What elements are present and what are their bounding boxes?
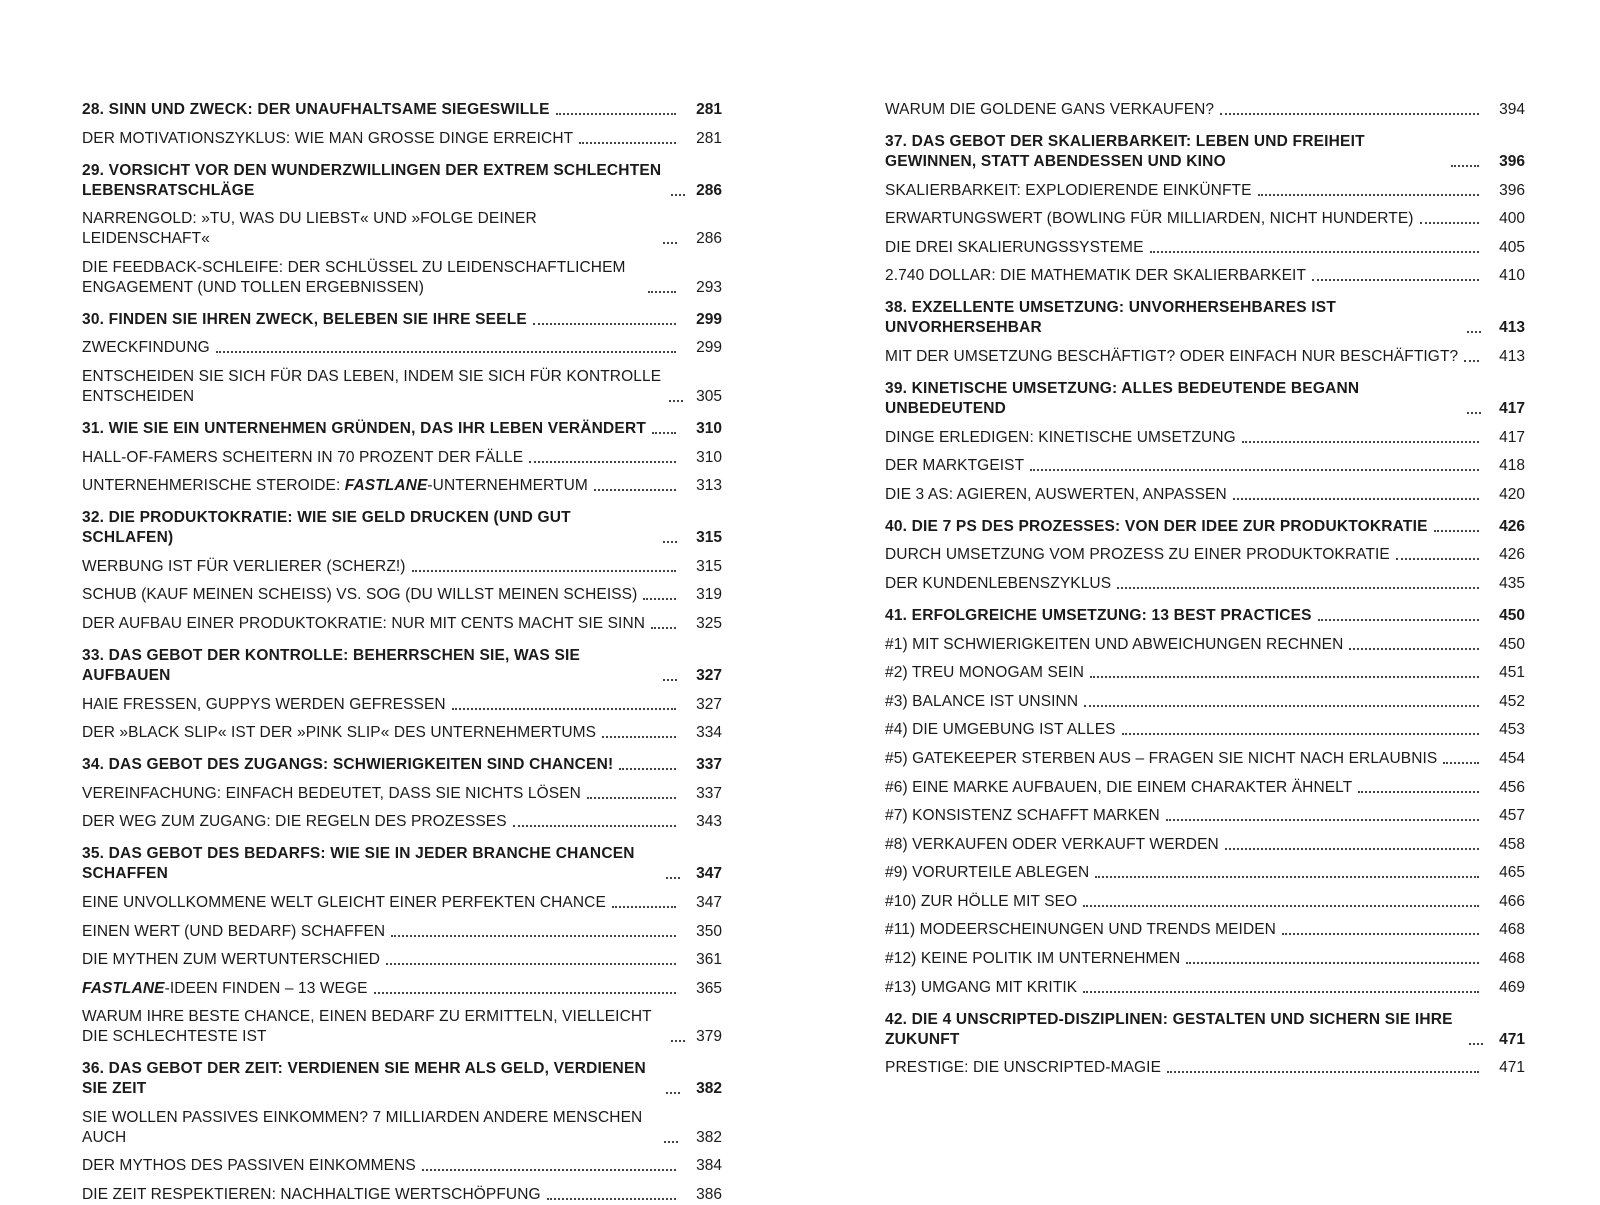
toc-section-entry bbox=[82, 448, 722, 468]
toc-chapter-entry bbox=[82, 646, 722, 686]
dot-leader bbox=[216, 351, 676, 353]
dot-leader bbox=[1186, 962, 1479, 964]
toc-entry-title: 42. DIE 4 UNSCRIPTED-DISZIPLINEN: GESTALTEN UND SICHERN SIE IHRE ZUKUNFT bbox=[885, 1010, 1453, 1048]
toc-page-number: 299 bbox=[696, 310, 722, 328]
toc-entry-title: 28. SINN UND ZWECK: DER UNAUFHALTSAME SIEGESWILLE bbox=[82, 101, 550, 118]
toc-page-number: 334 bbox=[696, 724, 722, 742]
toc-entry-title: 33. DAS GEBOT DER KONTROLLE: BEHERRSCHEN SIE, WAS SIE AUFBAUEN bbox=[82, 646, 581, 684]
toc-page-number: 325 bbox=[696, 614, 722, 632]
dot-leader bbox=[556, 113, 676, 115]
toc-page-number: 450 bbox=[1499, 635, 1525, 653]
dot-leader bbox=[1084, 705, 1479, 707]
toc-page-number: 310 bbox=[696, 448, 722, 466]
toc-page-number: 417 bbox=[1499, 428, 1525, 446]
toc-section-entry bbox=[82, 950, 722, 970]
toc-list-left bbox=[82, 0, 722, 1205]
toc-section-entry bbox=[82, 209, 722, 249]
toc-entry-title: DER MARKTGEIST bbox=[885, 457, 1025, 475]
toc-section-entry bbox=[82, 979, 722, 999]
toc-entry-title: DIE DREI SKALIERUNGSSYSTEME bbox=[885, 238, 1144, 256]
toc-section-entry bbox=[885, 778, 1525, 798]
dot-leader bbox=[1318, 619, 1479, 621]
toc-entry-title-suffix: -UNTERNEHMERTUM bbox=[427, 477, 588, 495]
toc-chapter-entry bbox=[82, 419, 722, 439]
toc-entry-title: EINE UNVOLLKOMMENE WELT GLEICHT EINER PERFEKTEN CHANCE bbox=[82, 893, 606, 911]
toc-section-entry bbox=[885, 238, 1525, 258]
dot-leader bbox=[671, 194, 685, 196]
toc-page-number: 396 bbox=[1499, 181, 1525, 199]
dot-leader bbox=[1030, 469, 1479, 471]
toc-entry-title-prefix: UNTERNEHMERISCHE STEROIDE: bbox=[82, 477, 345, 495]
toc-entry-title: DER AUFBAU EINER PRODUKTOKRATIE: NUR MIT CENTS MACHT SIE SINN bbox=[82, 614, 646, 632]
toc-chapter-entry bbox=[82, 100, 722, 120]
toc-page-number: 315 bbox=[696, 529, 722, 547]
toc-page-number: 454 bbox=[1499, 749, 1525, 767]
toc-section-entry bbox=[82, 258, 722, 298]
toc-section-entry bbox=[82, 1108, 722, 1148]
toc-entry-title: #10) ZUR HÖLLE MIT SEO bbox=[885, 892, 1078, 910]
dot-leader bbox=[547, 1198, 676, 1200]
right-page bbox=[885, 0, 1525, 1078]
toc-section-entry bbox=[885, 835, 1525, 855]
toc-section-entry bbox=[82, 614, 722, 634]
toc-page-number: 418 bbox=[1499, 457, 1525, 475]
toc-entry-title: EINEN WERT (UND BEDARF) SCHAFFEN bbox=[82, 922, 386, 940]
toc-entry-title: 36. DAS GEBOT DER ZEIT: VERDIENEN SIE MEHR ALS GELD, VERDIENEN SIE ZEIT bbox=[82, 1060, 646, 1098]
dot-leader bbox=[1122, 733, 1479, 735]
toc-entry-title: DER MYTHOS DES PASSIVEN EINKOMMENS bbox=[82, 1157, 416, 1175]
dot-leader bbox=[663, 541, 677, 543]
toc-section-entry bbox=[82, 557, 722, 577]
toc-entry-title: SKALIERBARKEIT: EXPLODIERENDE EINKÜNFTE bbox=[885, 181, 1252, 199]
toc-entry-title: #4) DIE UMGEBUNG IST ALLES bbox=[885, 721, 1116, 739]
toc-chapter-entry bbox=[82, 1059, 722, 1099]
toc-section-entry bbox=[885, 692, 1525, 712]
toc-page-number: 468 bbox=[1499, 921, 1525, 939]
toc-entry-title: #13) UMGANG MIT KRITIK bbox=[885, 978, 1078, 996]
toc-page-number: 394 bbox=[1499, 101, 1525, 118]
dot-leader bbox=[671, 1040, 685, 1042]
toc-entry-title: DIE 3 AS: AGIEREN, AUSWERTEN, ANPASSEN bbox=[885, 485, 1227, 503]
toc-entry-title: 31. WIE SIE EIN UNTERNEHMEN GRÜNDEN, DAS IHR LEBEN VERÄNDERT bbox=[82, 419, 647, 437]
toc-page-number: 469 bbox=[1499, 978, 1525, 996]
toc-entry-title: NARRENGOLD: »TU, WAS DU LIEBST« UND »FOLGE DEINER LEIDENSCHAFT« bbox=[82, 210, 537, 248]
toc-page-number: 347 bbox=[696, 865, 722, 883]
toc-entry-title: 37. DAS GEBOT DER SKALIERBARKEIT: LEBEN UND FREIHEIT GEWINNEN, STATT ABENDESSEN UND KINO bbox=[885, 133, 1365, 170]
toc-page-number: 313 bbox=[696, 477, 722, 495]
toc-section-entry bbox=[82, 893, 722, 913]
dot-leader bbox=[612, 906, 676, 908]
toc-section-entry bbox=[885, 806, 1525, 826]
toc-entry-title: WERBUNG IST FÜR VERLIERER (SCHERZ!) bbox=[82, 557, 406, 575]
toc-page-number: 458 bbox=[1499, 835, 1525, 853]
dot-leader bbox=[1167, 1071, 1479, 1073]
toc-entry-title: #9) VORURTEILE ABLEGEN bbox=[885, 864, 1090, 882]
toc-page-number: 361 bbox=[696, 951, 722, 969]
toc-section-entry bbox=[885, 428, 1525, 448]
toc-page-number: 453 bbox=[1499, 721, 1525, 739]
dot-leader bbox=[1467, 412, 1481, 414]
dot-leader bbox=[619, 768, 676, 770]
toc-entry-title: #11) MODEERSCHEINUNGEN UND TRENDS MEIDEN bbox=[885, 921, 1276, 939]
toc-page-number: 400 bbox=[1499, 210, 1525, 228]
toc-page-number: 450 bbox=[1499, 606, 1525, 624]
toc-section-entry bbox=[885, 635, 1525, 655]
toc-entry-title: DIE MYTHEN ZUM WERTUNTERSCHIED bbox=[82, 951, 381, 969]
toc-entry-title: 32. DIE PRODUKTOKRATIE: WIE SIE GELD DRUCKEN (UND GUT SCHLAFEN) bbox=[82, 509, 571, 547]
toc-entry-title: MIT DER UMSETZUNG BESCHÄFTIGT? ODER EINFACH NUR BESCHÄFTIGT? bbox=[885, 347, 1459, 365]
toc-page-number: 347 bbox=[696, 893, 722, 911]
toc-section-entry bbox=[82, 585, 722, 605]
dot-leader bbox=[1220, 113, 1479, 115]
toc-page-number: 451 bbox=[1499, 664, 1525, 682]
toc-page-number: 293 bbox=[696, 278, 722, 296]
dot-leader bbox=[652, 432, 676, 434]
toc-section-entry bbox=[885, 863, 1525, 883]
toc-entry-title: 40. DIE 7 PS DES PROZESSES: VON DER IDEE ZUR PRODUKTOKRATIE bbox=[885, 517, 1428, 535]
toc-entry-title: #3) BALANCE IST UNSINN bbox=[885, 692, 1079, 710]
toc-entry-title: SCHUB (KAUF MEINEN SCHEISS) VS. SOG (DU WILLST MEINEN SCHEISS) bbox=[82, 586, 638, 604]
toc-page-number: 420 bbox=[1499, 485, 1525, 503]
toc-entry-title: VEREINFACHUNG: EINFACH BEDEUTET, DASS SIE NICHTS LÖSEN bbox=[82, 784, 581, 802]
toc-chapter-entry bbox=[82, 755, 722, 775]
toc-chapter-entry bbox=[82, 161, 722, 201]
dot-leader bbox=[386, 963, 676, 965]
toc-page-number: 379 bbox=[696, 1028, 722, 1046]
toc-entry-title-emphasis: FASTLANE bbox=[344, 477, 428, 495]
left-page bbox=[82, 0, 722, 1205]
dot-leader bbox=[602, 736, 676, 738]
toc-entry-title: SIE WOLLEN PASSIVES EINKOMMEN? 7 MILLIARDEN ANDERE MENSCHEN AUCH bbox=[82, 1108, 643, 1146]
toc-chapter-entry bbox=[82, 844, 722, 884]
toc-section-entry bbox=[885, 181, 1525, 201]
dot-leader bbox=[1434, 530, 1479, 532]
toc-section-entry bbox=[82, 784, 722, 804]
dot-leader bbox=[1095, 876, 1479, 878]
toc-entry-title-emphasis: FASTLANE bbox=[82, 979, 165, 997]
toc-page-number: 382 bbox=[696, 1080, 722, 1098]
dot-leader bbox=[422, 1169, 676, 1171]
toc-entry-title: DER WEG ZUM ZUGANG: DIE REGELN DES PROZESSES bbox=[82, 813, 507, 831]
toc-page-number: 281 bbox=[696, 101, 722, 118]
dot-leader bbox=[1312, 279, 1479, 281]
toc-entry-title: ENTSCHEIDEN SIE SICH FÜR DAS LEBEN, INDEM SIE SICH FÜR KONTROLLE ENTSCHEIDEN bbox=[82, 367, 662, 405]
toc-entry-title: #1) MIT SCHWIERIGKEITEN UND ABWEICHUNGEN RECHNEN bbox=[885, 635, 1344, 653]
toc-page-number: 365 bbox=[696, 979, 722, 997]
toc-page-number: 457 bbox=[1499, 807, 1525, 825]
dot-leader bbox=[664, 1141, 678, 1143]
toc-page-number: 410 bbox=[1499, 267, 1525, 285]
toc-entry-title: DURCH UMSETZUNG VOM PROZESS ZU EINER PRODUKTOKRATIE bbox=[885, 546, 1390, 564]
toc-page-number: 426 bbox=[1499, 517, 1525, 535]
toc-entry-title: #2) TREU MONOGAM SEIN bbox=[885, 664, 1085, 682]
dot-leader bbox=[391, 935, 676, 937]
toc-page-number: 465 bbox=[1499, 864, 1525, 882]
toc-chapter-entry bbox=[885, 132, 1525, 172]
toc-section-entry bbox=[885, 663, 1525, 683]
toc-section-entry bbox=[885, 545, 1525, 565]
toc-section-entry bbox=[885, 347, 1525, 367]
dot-leader bbox=[1242, 441, 1479, 443]
toc-chapter-entry bbox=[885, 1010, 1525, 1050]
toc-section-entry bbox=[885, 892, 1525, 912]
toc-page-number: 426 bbox=[1499, 546, 1525, 564]
toc-page-number: 327 bbox=[696, 666, 722, 684]
toc-page-number: 350 bbox=[696, 922, 722, 940]
toc-entry-title: PRESTIGE: DIE UNSCRIPTED-MAGIE bbox=[885, 1059, 1162, 1077]
toc-entry-title: HALL-OF-FAMERS SCHEITERN IN 70 PROZENT DER FÄLLE bbox=[82, 448, 524, 466]
toc-entry-title: DINGE ERLEDIGEN: KINETISCHE UMSETZUNG bbox=[885, 428, 1236, 446]
toc-section-entry bbox=[885, 209, 1525, 229]
toc-page-number: 468 bbox=[1499, 950, 1525, 968]
dot-leader bbox=[643, 598, 676, 600]
toc-section-entry bbox=[885, 720, 1525, 740]
toc-entry-title: ZWECKFINDUNG bbox=[82, 339, 210, 357]
toc-entry-title: 30. FINDEN SIE IHREN ZWECK, BELEBEN SIE IHRE SEELE bbox=[82, 310, 527, 328]
dot-leader bbox=[1166, 819, 1479, 821]
toc-section-entry bbox=[885, 749, 1525, 769]
toc-chapter-entry bbox=[885, 517, 1525, 537]
toc-entry-title: 29. VORSICHT VOR DEN WUNDERZWILLINGEN DER EXTREM SCHLECHTEN LEBENSRATSCHLÄGE bbox=[82, 161, 662, 199]
dot-leader bbox=[663, 679, 677, 681]
toc-page-number: 405 bbox=[1499, 238, 1525, 256]
dot-leader bbox=[374, 992, 676, 994]
toc-entry-title: 35. DAS GEBOT DES BEDARFS: WIE SIE IN JEDER BRANCHE CHANCEN SCHAFFEN bbox=[82, 845, 635, 883]
dot-leader bbox=[1233, 498, 1479, 500]
toc-section-entry bbox=[82, 367, 722, 407]
toc-section-entry bbox=[885, 978, 1525, 998]
dot-leader bbox=[651, 627, 676, 629]
toc-page-number: 299 bbox=[696, 339, 722, 357]
toc-page-number: 384 bbox=[696, 1157, 722, 1175]
dot-leader bbox=[1464, 360, 1479, 362]
dot-leader bbox=[1396, 558, 1479, 560]
toc-entry-title: WARUM DIE GOLDENE GANS VERKAUFEN? bbox=[885, 101, 1215, 118]
toc-page-number: 396 bbox=[1499, 153, 1525, 170]
toc-page-number: 413 bbox=[1499, 319, 1525, 337]
toc-entry-title: DIE ZEIT RESPEKTIEREN: NACHHALTIGE WERTSCHÖPFUNG bbox=[82, 1186, 541, 1204]
dot-leader bbox=[452, 708, 676, 710]
toc-page-number: 466 bbox=[1499, 892, 1525, 910]
toc-section-entry bbox=[82, 922, 722, 942]
toc-page-number: 413 bbox=[1499, 347, 1525, 365]
toc-page-number: 281 bbox=[696, 129, 722, 147]
dot-leader bbox=[1349, 648, 1479, 650]
dot-leader bbox=[648, 291, 676, 293]
dot-leader bbox=[587, 797, 676, 799]
toc-page-number: 386 bbox=[696, 1186, 722, 1204]
toc-section-entry bbox=[82, 723, 722, 743]
toc-list-right bbox=[885, 0, 1525, 1078]
toc-entry-title bbox=[82, 979, 368, 999]
toc-section-entry bbox=[885, 574, 1525, 594]
toc-entry-title: 2.740 DOLLAR: DIE MATHEMATIK DER SKALIERBARKEIT bbox=[885, 267, 1307, 285]
toc-section-entry bbox=[885, 1058, 1525, 1078]
toc-entry-title: HAIE FRESSEN, GUPPYS WERDEN GEFRESSEN bbox=[82, 695, 446, 713]
toc-page-number: 286 bbox=[696, 230, 722, 248]
toc-entry-title: 41. ERFOLGREICHE UMSETZUNG: 13 BEST PRACTICES bbox=[885, 606, 1312, 624]
toc-section-entry bbox=[82, 695, 722, 715]
dot-leader bbox=[666, 877, 680, 879]
toc-entry-title: DIE FEEDBACK-SCHLEIFE: DER SCHLÜSSEL ZU LEIDENSCHAFTLICHEM ENGAGEMENT (UND TOLLEN ERGEBNISSEN) bbox=[82, 258, 626, 296]
toc-entry-title: #7) KONSISTENZ SCHAFFT MARKEN bbox=[885, 807, 1160, 825]
toc-section-entry bbox=[885, 949, 1525, 969]
toc-page-number: 310 bbox=[696, 419, 722, 437]
toc-entry-title: #12) KEINE POLITIK IM UNTERNEHMEN bbox=[885, 950, 1181, 968]
toc-page-number: 452 bbox=[1499, 692, 1525, 710]
dot-leader bbox=[1451, 165, 1479, 167]
toc-entry-title: 34. DAS GEBOT DES ZUGANGS: SCHWIERIGKEITEN SIND CHANCEN! bbox=[82, 756, 614, 774]
toc-chapter-entry bbox=[885, 379, 1525, 419]
dot-leader bbox=[663, 242, 677, 244]
dot-leader bbox=[1150, 251, 1479, 253]
toc-section-entry bbox=[82, 812, 722, 832]
toc-page-number: 315 bbox=[696, 557, 722, 575]
toc-chapter-entry bbox=[885, 606, 1525, 626]
toc-section-entry bbox=[82, 129, 722, 149]
toc-section-entry bbox=[885, 485, 1525, 505]
dot-leader bbox=[412, 570, 676, 572]
toc-entry-title-suffix: -IDEEN FINDEN – 13 WEGE bbox=[164, 979, 368, 997]
toc-entry-title bbox=[82, 476, 588, 496]
toc-page-number: 435 bbox=[1499, 574, 1525, 592]
dot-leader bbox=[666, 1092, 680, 1094]
toc-page-number: 382 bbox=[696, 1128, 722, 1146]
toc-entry-title: ERWARTUNGSWERT (BOWLING FÜR MILLIARDEN, NICHT HUNDERTE) bbox=[885, 210, 1414, 228]
dot-leader bbox=[1282, 933, 1479, 935]
toc-page-number: 327 bbox=[696, 695, 722, 713]
toc-page-number: 286 bbox=[696, 181, 722, 199]
dot-leader bbox=[1225, 848, 1479, 850]
dot-leader bbox=[1258, 194, 1479, 196]
dot-leader bbox=[1469, 1043, 1483, 1045]
dot-leader bbox=[1083, 991, 1479, 993]
toc-page-number: 319 bbox=[696, 586, 722, 604]
toc-entry-title: 39. KINETISCHE UMSETZUNG: ALLES BEDEUTENDE BEGANN UNBEDEUTEND bbox=[885, 379, 1360, 417]
toc-page-number: 305 bbox=[696, 387, 722, 405]
toc-page-number: 471 bbox=[1499, 1030, 1525, 1048]
dot-leader bbox=[579, 142, 676, 144]
toc-section-entry bbox=[82, 1185, 722, 1205]
toc-section-entry bbox=[82, 476, 722, 496]
toc-section-entry bbox=[82, 1007, 722, 1047]
toc-entry-title: DER »BLACK SLIP« IST DER »PINK SLIP« DES UNTERNEHMERTUMS bbox=[82, 724, 597, 742]
toc-entry-title: DER KUNDENLEBENSZYKLUS bbox=[885, 574, 1112, 592]
toc-chapter-entry bbox=[885, 298, 1525, 338]
toc-entry-title: #5) GATEKEEPER STERBEN AUS – FRAGEN SIE NICHT NACH ERLAUBNIS bbox=[885, 749, 1438, 767]
dot-leader bbox=[1467, 331, 1481, 333]
dot-leader bbox=[1443, 762, 1479, 764]
dot-leader bbox=[513, 825, 676, 827]
toc-section-entry bbox=[885, 920, 1525, 940]
toc-page-number: 337 bbox=[696, 784, 722, 802]
dot-leader bbox=[594, 489, 676, 491]
toc-section-entry bbox=[82, 1156, 722, 1176]
toc-page-number: 417 bbox=[1499, 399, 1525, 417]
toc-chapter-entry bbox=[82, 508, 722, 548]
toc-entry-title: WARUM IHRE BESTE CHANCE, EINEN BEDARF ZU ERMITTELN, VIELLEICHT DIE SCHLECHTESTE IST bbox=[82, 1008, 652, 1046]
toc-section-entry bbox=[885, 456, 1525, 476]
toc-entry-title: #6) EINE MARKE AUFBAUEN, DIE EINEM CHARAKTER ÄHNELT bbox=[885, 778, 1353, 796]
toc-section-entry bbox=[885, 100, 1525, 120]
toc-page-number: 343 bbox=[696, 813, 722, 831]
dot-leader bbox=[1083, 905, 1479, 907]
toc-chapter-entry bbox=[82, 310, 722, 330]
toc-entry-title: #8) VERKAUFEN ODER VERKAUFT WERDEN bbox=[885, 835, 1219, 853]
dot-leader bbox=[1420, 222, 1479, 224]
dot-leader bbox=[1358, 791, 1479, 793]
toc-page-number: 456 bbox=[1499, 778, 1525, 796]
dot-leader bbox=[529, 461, 676, 463]
dot-leader bbox=[1117, 587, 1479, 589]
toc-entry-title: DER MOTIVATIONSZYKLUS: WIE MAN GROSSE DINGE ERREICHT bbox=[82, 129, 574, 147]
toc-page-number: 337 bbox=[696, 756, 722, 774]
toc-section-entry bbox=[82, 338, 722, 358]
dot-leader bbox=[669, 400, 683, 402]
dot-leader bbox=[1090, 676, 1479, 678]
toc-entry-title: 38. EXZELLENTE UMSETZUNG: UNVORHERSEHBARES IST UNVORHERSEHBAR bbox=[885, 299, 1336, 337]
toc-page-number: 471 bbox=[1499, 1059, 1525, 1077]
toc-section-entry bbox=[885, 266, 1525, 286]
dot-leader bbox=[533, 323, 676, 325]
